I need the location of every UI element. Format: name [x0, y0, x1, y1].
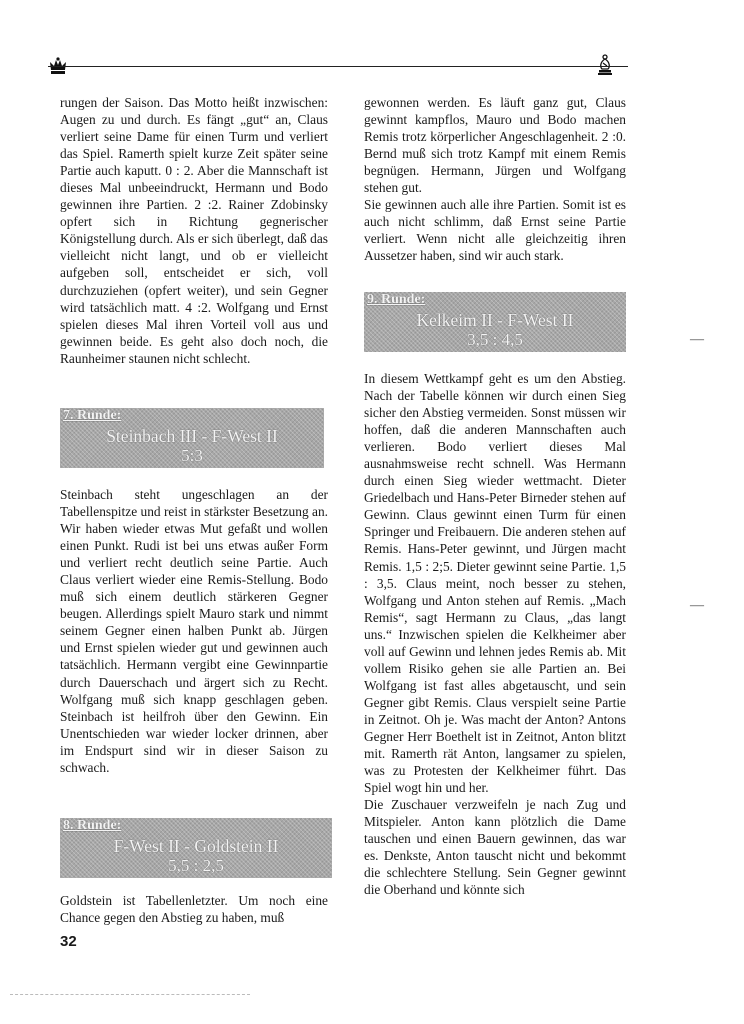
- round-7-banner: [60, 408, 324, 468]
- page-number: 32: [60, 933, 77, 950]
- round-label: 8. Runde:: [63, 818, 122, 833]
- header-rule: [48, 66, 628, 67]
- round-9-banner: [364, 292, 626, 352]
- left-column-paragraph-3: Goldstein ist Tabellenletzter. Um noch eine Chance gegen den Abstieg zu haben, muß: [60, 893, 328, 926]
- match-score: 5:3: [181, 446, 203, 465]
- right-column-paragraph-2: In diesem Wettkampf geht es um den Abstieg. Nach der Tabelle können wir durch einen Sieg sicher den Abstieg vermeiden. Sonst müssen wir hoffen, daß die anderen Mannschaften auch verlieren. Bodo verliert dieses Mal ausnahmsweise recht schnell. Was Hermann durch einen Sieg wieder wettmacht. Dieter Griedelbach und Hans-Peter Birneder stehen auf Gewinn. Claus gewinnt einen Turm für einen Springer und Freibauern. Die anderen stehen auf Remis. Hans-Peter gewinnt, und Jürgen macht Remis. 1,5 : 2;5. Dieter gewinnt seine Partie. 1,5 : 3,5. Claus meint, noch besser zu stehen, Wolfgang und Anton stehen auf Remis. „Mach Remis“, sagt Hermann zu Claus, „das langt uns.“ Inzwischen spielen die Kelkheimer aber voll auf Gewinn und lehnen jedes Remis ab. Mit vollem Risiko gehen sie alle Partien an. Bei Wolfgang ist fast alles abgetauscht, und sein Gegner gibt Remis. Claus verspielt seine Partie in Zeitnot. Oh je. Was macht der Anton? Antons Gegner Herr Boethelt ist in Zeitnot, Anton blitzt mit. Ramerth rät Anton, langsamer zu spielen, was zu Protesten der Kelkheimer führt. Das Spiel wogt hin und her. Die Zuschauer verzweifeln je nach Zug und Mitspieler. Anton kann plötzlich die Dame tauschen und einen Bauern gewinnen, das war es. Denkste, Anton tauscht nicht und bekommt die schlechtere Stellung. Sein Gegner gewinnt die Oberhand und könnte sich: [364, 371, 626, 898]
- margin-mark: —: [690, 332, 704, 347]
- match-score: 3,5 : 4,5: [467, 330, 523, 349]
- match-label: Steinbach III - F-West II: [106, 426, 278, 446]
- left-column-paragraph-2: Steinbach steht ungeschlagen an der Tabellenspitze und reist in stärkster Besetzung an. Wir haben wieder etwas Mut gefaßt und wollen einen Punkt. Rudi ist bei uns etwas außer Form und verliert recht deutlich seine Partie. Auch Claus verliert wieder eine Remis-Stellung. Bodo muß sich einem deutlich stärkeren Gegner beugen. Allerdings spielt Mauro stark und nimmt seinem Gegner einen halben Punkt ab. Jürgen und Ernst spielen wieder gut und gewinnen auch tatsächlich. Hermann vergibt eine Gewinnpartie durch Dauerschach und ärgert sich zu Recht. Wolfgang muß sich knapp geschlagen geben. Steinbach ist heilfroh über den Gewinn. Ein Unentschieden war wieder locker drinnen, aber im Endspurt sind wir in dieser Saison zu schwach.: [60, 487, 328, 775]
- round-label: 7. Runde:: [63, 408, 122, 423]
- match-label: F-West II - Goldstein II: [113, 836, 279, 856]
- bishop-chess-icon: [596, 54, 614, 76]
- match-label: Kelkeim II - F-West II: [416, 310, 574, 330]
- match-score: 5,5 : 2,5: [168, 856, 224, 875]
- round-8-banner: [60, 818, 332, 878]
- footer-dashed-rule: [10, 994, 250, 995]
- margin-mark: —: [690, 598, 704, 613]
- left-column-paragraph-1: rungen der Saison. Das Motto heißt inzwischen: Augen zu und durch. Es fängt „gut“ an, Claus verliert seine Dame für einen Turm und verliert das Spiel. Ramerth spielt kurze Zeit später seine Partie auch kaputt. 0 : 2. Aber die Mannschaft ist dieses Mal unbeeindruckt, Hermann und Bodo gewinnen ihre Partien. 2 :2. Rainer Zdobinsky opfert sich in Richtung gegnerischer Königstellung durch. Als er sich überlegt, daß das vielleicht nicht langt, und ob er vielleicht aufgeben soll, entscheidet er sich, voll durchzuziehen (opfert weiter), und sein Gegner wird tatsächlich matt. 4 :2. Wolfgang und Ernst spielen dieses Mal ihren Vorteil voll aus und gewinnen beide. Es geht also doch noch, die Raunheimer staunen nicht schlecht.: [60, 95, 328, 366]
- right-column-paragraph-1: gewonnen werden. Es läuft ganz gut, Claus gewinnt kampflos, Mauro und Bodo machen Remis trotz körperlicher Angeschlagenheit. 2 :0. Bernd muß sich trotz Kampf mit einem Remis begnügen. Hermann, Jürgen und Wolfgang stehen gut. Sie gewinnen auch alle ihre Partien. Somit ist es auch nicht schlimm, daß Ernst seine Partie verliert. Wenn nicht alle gleichzeitig ihren Aussetzer haben, sind wir auch stark.: [364, 95, 626, 264]
- round-label: 9. Runde:: [367, 292, 426, 307]
